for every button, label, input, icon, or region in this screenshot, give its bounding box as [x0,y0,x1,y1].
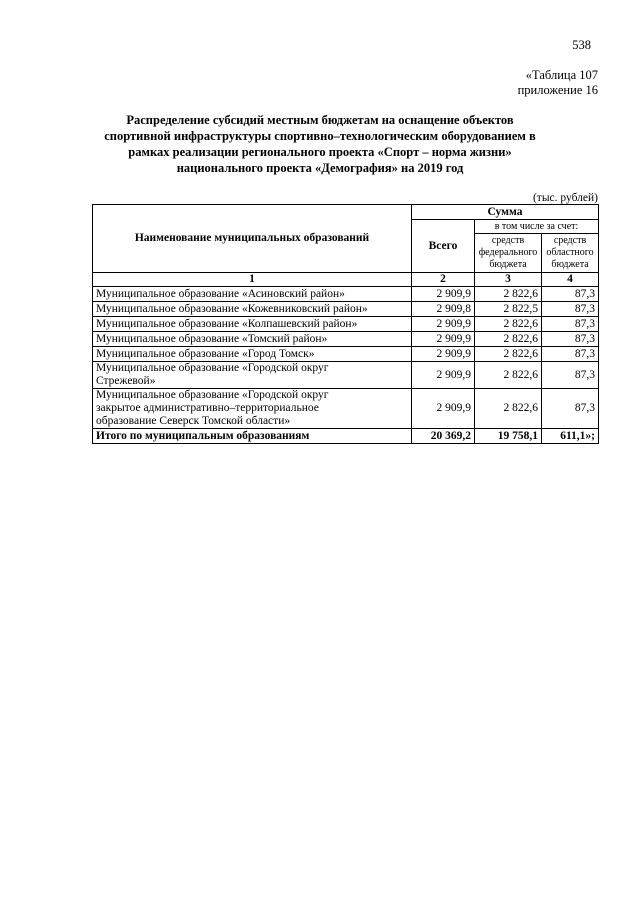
table-row [93,287,599,302]
table-ref-line2: приложение 16 [517,83,598,97]
header-including: в том числе за счет: [475,220,599,234]
total-row-total: 20 369,2 [412,429,475,444]
title-line2: спортивной инфраструктуры спортивно–технологическим оборудованием в [104,129,536,143]
row-name-line: Муниципальное образование «Асиновский район» [96,287,345,300]
row-total: 2 909,9 [412,332,475,347]
row-regional: 87,3 [542,347,599,362]
table-ref-line1: «Таблица 107 [525,68,598,82]
row-total: 2 909,9 [412,287,475,302]
row-name [93,332,412,347]
header-regional-line: бюджета [551,259,589,270]
row-name [93,347,412,362]
header-regional [542,234,599,273]
row-regional: 87,3 [542,362,599,389]
row-regional: 87,3 [542,332,599,347]
header-regional-line: областного [546,247,594,258]
row-federal: 2 822,5 [475,302,542,317]
row-name [93,362,412,389]
header-total: Всего [412,220,475,273]
header-regional-line: средств [553,235,587,246]
row-name-line: образование Северск Томской области» [96,415,291,427]
row-name-line: Муниципальное образование «Город Томск» [96,347,315,360]
header-name: Наименование муниципальных образований [93,205,412,273]
col-number: 1 [93,273,412,287]
row-total: 2 909,9 [412,362,475,389]
row-federal: 2 822,6 [475,389,542,429]
row-name-line: Муниципальное образование «Томский район» [96,332,328,345]
title-line4: национального проекта «Демография» на 2019 год [176,161,464,175]
row-total: 2 909,9 [412,389,475,429]
row-regional: 87,3 [542,287,599,302]
row-regional: 87,3 [542,317,599,332]
row-total: 2 909,8 [412,302,475,317]
header-sum: Сумма [412,205,599,220]
units-label: (тыс. рублей) [532,192,598,204]
table-row [93,302,599,317]
table-row [93,317,599,332]
total-row [93,429,599,444]
page-number: 538 [572,38,591,52]
col-number: 2 [412,273,475,287]
total-row-federal: 19 758,1 [475,429,542,444]
header-federal [475,234,542,273]
row-name-line: Стрежевой» [96,375,156,387]
table-row [93,332,599,347]
row-total: 2 909,9 [412,317,475,332]
row-federal: 2 822,6 [475,347,542,362]
row-name [93,389,412,429]
row-federal: 2 822,6 [475,362,542,389]
row-name-line: Муниципальное образование «Городской округ [96,362,329,374]
header-federal-line: федерального [478,247,538,258]
row-name-line: Муниципальное образование «Городской округ [96,389,329,401]
col-number: 4 [542,273,599,287]
row-federal: 2 822,6 [475,287,542,302]
row-name-line: Муниципальное образование «Кожевниковский район» [96,302,368,315]
row-name-line: Муниципальное образование «Колпашевский район» [96,317,358,330]
row-regional: 87,3 [542,389,599,429]
row-name [93,302,412,317]
total-row-name: Итого по муниципальным образованиям [93,429,412,444]
table-row [93,389,599,429]
row-federal: 2 822,6 [475,332,542,347]
title-line3: рамках реализации регионального проекта «Спорт – норма жизни» [128,145,512,159]
document-title [70,112,570,176]
row-federal: 2 822,6 [475,317,542,332]
row-name [93,287,412,302]
row-name-line: закрытое административно–территориальное [96,402,319,414]
row-name [93,317,412,332]
total-row-regional: 611,1»; [542,429,599,444]
subsidy-table [92,204,599,444]
table-row [93,362,599,389]
header-federal-line: бюджета [489,259,527,270]
header-federal-line: средств [491,235,525,246]
row-total: 2 909,9 [412,347,475,362]
col-number: 3 [475,273,542,287]
table-reference [518,68,598,98]
title-line1: Распределение субсидий местным бюджетам на оснащение объектов [126,113,514,127]
table-row [93,347,599,362]
row-regional: 87,3 [542,302,599,317]
